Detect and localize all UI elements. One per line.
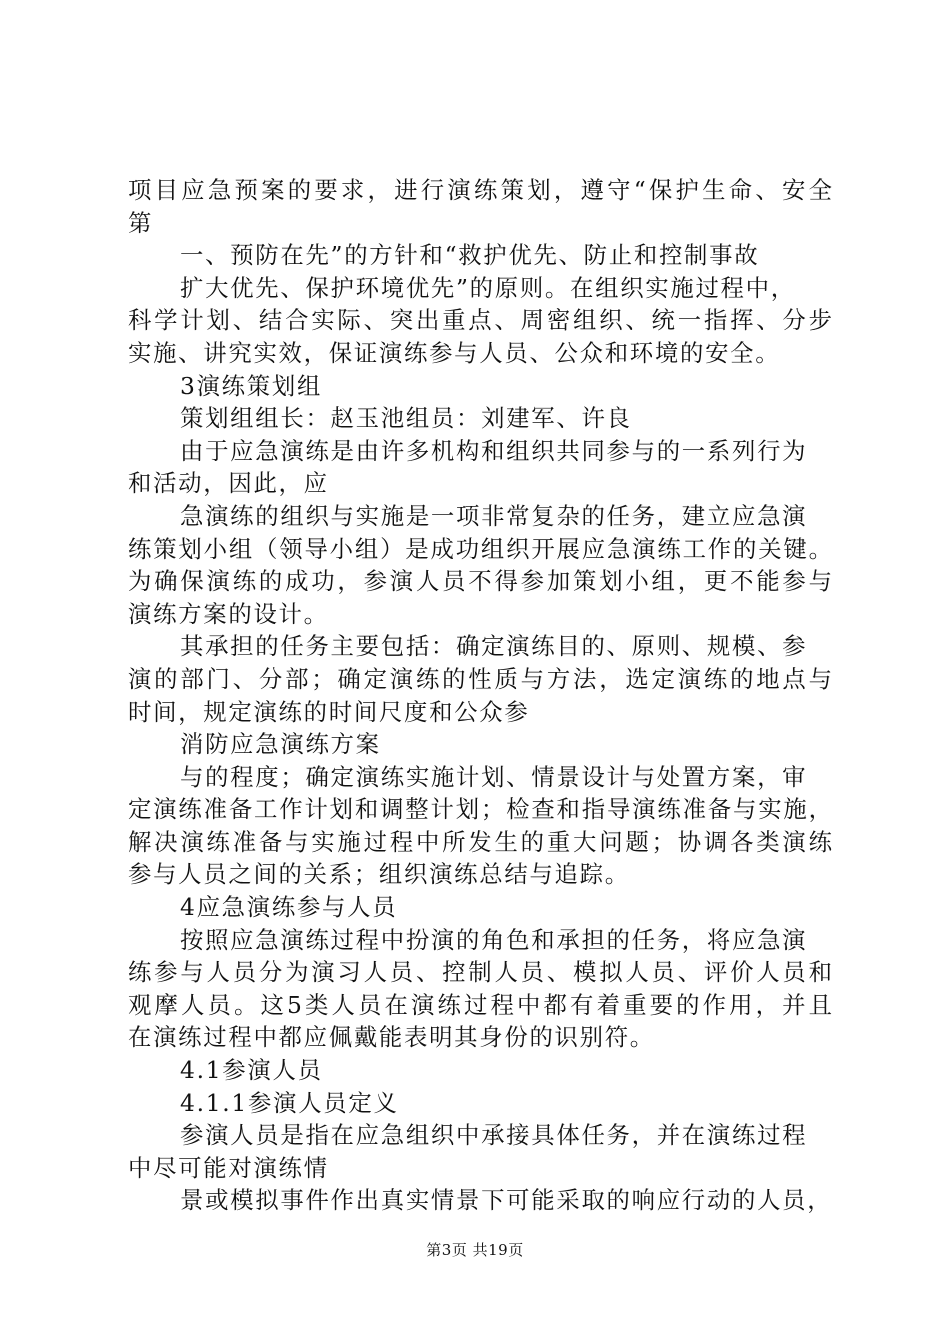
text-line: 为确保演练的成功，参演人员不得参加策划小组，更不能参与 bbox=[128, 567, 832, 596]
text-line: 扩大优先、保护环境优先”的原则。在组织实施过程中， bbox=[180, 273, 796, 302]
section-heading: 3演练策划组 bbox=[180, 371, 323, 400]
text-line: 参与人员之间的关系；组织演练总结与追踪。 bbox=[128, 860, 630, 889]
text-line: 解决演练准备与实施过程中所发生的重大问题；协调各类演练 bbox=[128, 827, 832, 856]
text-line: 和活动，因此，应 bbox=[128, 469, 329, 498]
text-line: 在演练过程中都应佩戴能表明其身份的识别符。 bbox=[128, 1023, 655, 1052]
section-heading: 4应急演练参与人员 bbox=[180, 893, 398, 922]
text-line: 一、预防在先”的方针和“救护优先、防止和控制事故 bbox=[180, 241, 760, 270]
text-line: 与的程度；确定演练实施计划、情景设计与处置方案，审 bbox=[180, 762, 808, 791]
text-line: 时间，规定演练的时间尺度和公众参 bbox=[128, 697, 530, 726]
text-line: 景或模拟事件作出真实情景下可能采取的响应行动的人员， bbox=[180, 1186, 833, 1215]
body-text bbox=[128, 174, 832, 1217]
text-line: 科学计划、结合实际、突出重点、周密组织、统一指挥、分步 bbox=[128, 306, 832, 335]
text-line: 急演练的组织与实施是一项非常复杂的任务，建立应急演 bbox=[180, 501, 808, 530]
text-line: 由于应急演练是由许多机构和组织共同参与的一系列行为 bbox=[180, 436, 808, 465]
text-line: 按照应急演练过程中扮演的角色和承担的任务，将应急演 bbox=[180, 925, 808, 954]
section-heading: 4.1参演人员 bbox=[180, 1056, 323, 1085]
text-line: 中尽可能对演练情 bbox=[128, 1153, 329, 1182]
text-line: 定演练准备工作计划和调整计划；检查和指导演练准备与实施， bbox=[128, 795, 832, 824]
text-line: 练策划小组（领导小组）是成功组织开展应急演练工作的关键。 bbox=[128, 534, 832, 563]
text-line: 消防应急演练方案 bbox=[180, 730, 381, 759]
text-line: 实施、讲究实效，保证演练参与人员、公众和环境的安全。 bbox=[128, 338, 781, 367]
text-line: 参演人员是指在应急组织中承接具体任务，并在演练过程 bbox=[180, 1121, 808, 1150]
section-heading: 4.1.1参演人员定义 bbox=[180, 1088, 399, 1117]
text-line: 项目应急预案的要求，进行演练策划，遵守“保护生命、安全 bbox=[128, 176, 832, 204]
text-line: 观摩人员。这5类人员在演练过程中都有着重要的作用，并且 bbox=[128, 990, 832, 1019]
text-line: 练参与人员分为演习人员、控制人员、模拟人员、评价人员和 bbox=[128, 958, 832, 987]
text-line: 演的部门、分部；确定演练的性质与方法，选定演练的地点与 bbox=[128, 664, 832, 693]
text-line: 其承担的任务主要包括：确定演练目的、原则、规模、参 bbox=[180, 632, 808, 661]
text-line: 第 bbox=[128, 208, 154, 237]
text-line: 策划组组长：赵玉池组员：刘建军、许良 bbox=[180, 404, 632, 433]
page-number-footer: 第3页 共19页 bbox=[426, 1241, 524, 1259]
text-line: 演练方案的设计。 bbox=[128, 599, 329, 628]
